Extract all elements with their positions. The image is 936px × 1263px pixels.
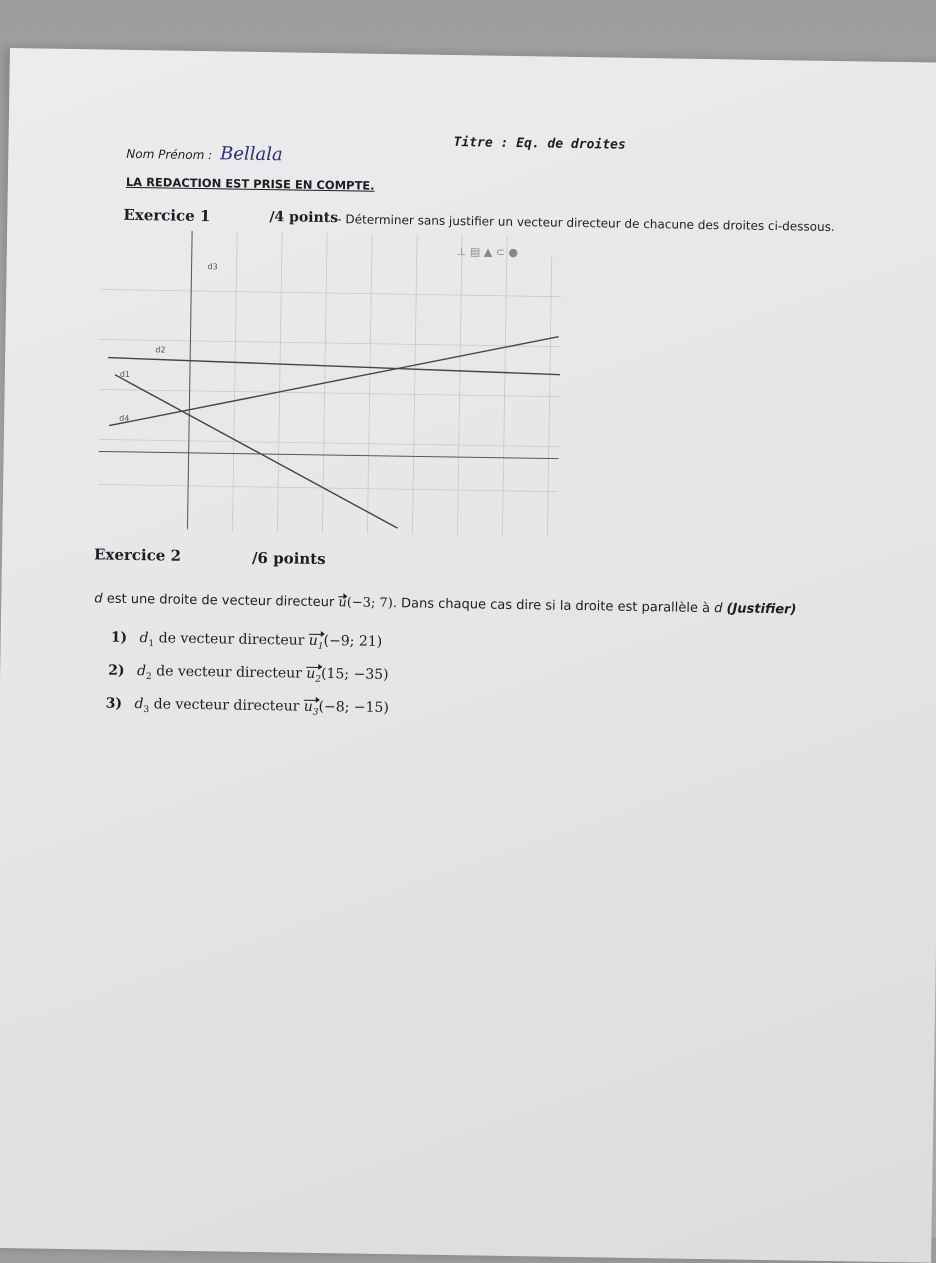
exercise1-instruction: - Déterminer sans justifier un vecteur directeur de chacune des droites ci-dessous. [337,212,835,234]
question-3-vector-sub: 3 [312,707,319,718]
question-1-number: 1) [110,629,128,646]
lines-graph [97,229,572,536]
intro-justify: (Justifier) [726,601,797,618]
exercise2-heading: Exercice 2 [93,545,182,565]
exercise2-intro [94,591,796,617]
question-2 [108,663,389,686]
question-1-vector [309,633,324,652]
question-2-line: d [136,663,147,680]
question-1-coords: (−9; 21) [323,633,383,650]
graph-label-d3: d3 [207,262,218,272]
question-3-line-sub: 3 [143,704,150,716]
name-label: Nom Prénom : [126,146,213,163]
intro-line-d-2: d [714,601,723,617]
question-3-coords: (−8; −15) [318,698,389,717]
question-3-vector [304,699,319,718]
question-1-text: de vecteur directeur [158,630,305,649]
line-d1 [109,330,558,433]
exercise2-points: /6 points [251,548,326,569]
graph-toolbar [457,245,518,259]
writing-notice: LA REDACTION EST PRISE EN COMPTE. [125,174,375,193]
question-2-vector-sub: 2 [315,674,322,685]
question-2-line-sub: 2 [145,672,152,683]
intro-vector-u: u [338,595,347,611]
question-1-line: d [139,630,149,647]
question-3-vector-name: u [303,698,313,715]
question-2-vector-name: u [306,665,316,682]
question-2-text: de vecteur directeur [156,663,303,682]
exercise1-heading: Exercice 1 [123,205,211,226]
graph-label-d2: d2 [155,345,166,355]
intro-line-d: d [94,591,103,607]
question-1-line-sub: 1 [148,639,155,650]
exercise1-points: /4 points [269,209,339,227]
question-1-vector-name: u [308,632,319,649]
name-field [126,142,283,165]
intro-text-2: . Dans chaque cas dire si la droite est parallèle à [392,596,711,617]
worksheet-page [0,48,936,1263]
handwritten-name: Bellala [219,143,283,166]
question-1-vector-sub: 1 [317,641,324,652]
question-1 [111,630,383,653]
question-3-text: de vecteur directeur [153,696,300,715]
x-axis [99,451,559,458]
graph-label-d4: d4 [119,413,130,423]
question-2-coords: (15; −35) [320,665,389,684]
intro-vector-coords: (−3; 7) [346,595,393,612]
question-3 [106,696,389,719]
line-d4 [113,375,400,528]
svg-text:⊥ ▤ ▲ ⊂ ●: ⊥ ▤ ▲ ⊂ ● [456,245,519,260]
question-2-vector [306,666,321,685]
y-axis [187,231,192,529]
question-3-line: d [134,696,144,713]
line-d2 [108,358,560,375]
graph-label-d1: d1 [119,369,131,379]
page-title: Titre : Eq. de droites [453,134,626,153]
question-3-number: 3) [105,695,123,712]
question-2-number: 2) [108,662,125,679]
intro-text-1: est une droite de vecteur directeur [106,591,335,611]
